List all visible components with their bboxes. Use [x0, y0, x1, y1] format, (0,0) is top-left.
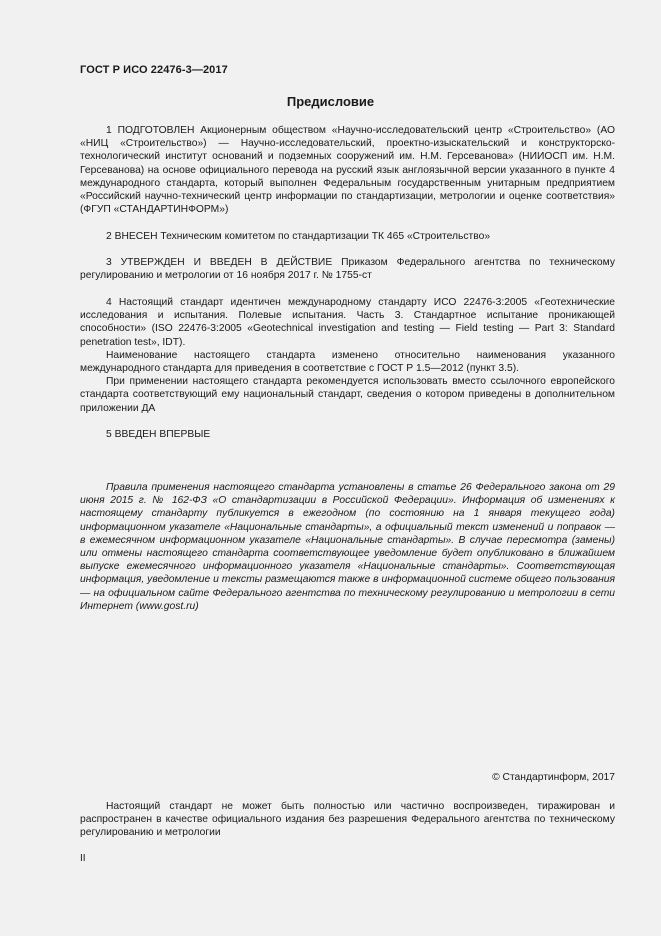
page-title: Предисловие	[286, 94, 375, 109]
application-rules-text: Правила применения настоящего стандарта установлены в статье 26 Федерального закона от 29 июня 2015 г. № 162-ФЗ «О стандартизации в Российской Федерации». Информация об изменениях к настоящему стандарту публикуется в ежегодном (по состоянию на 1 января текущего года) информационном указателе «Национальные стандарты», а официальный текст изменений и поправок — в ежемесячном информационном указателе «Национальные стандарты». В случае пересмотра (замены) или отмены настоящего стандарта соответствующее уведомление будет опубликовано в ближайшем выпуске ежемесячного информационного указателя «Национальные стандарты». Соответствующая информация, уведомление и тексты размещаются также в информационной системе общего пользования — на официальном сайте Федерального агентства по техническому регулированию и метрологии в сети Интернет (www.gost.ru)	[80, 482, 615, 612]
item-2	[80, 230, 615, 243]
page-number: II	[80, 853, 86, 864]
reproduction-notice	[80, 800, 615, 840]
item-4-reference-note: При применении настоящего стандарта рекомендуется использовать вместо ссылочного европейского стандарта соответствующий ему национальный стандарт, сведения о котором приведены в дополнительном приложении ДА	[80, 376, 615, 414]
item-4-text: 4 Настоящий стандарт идентичен международному стандарту ИСО 22476-3:2005 «Геотехнические исследования и испытания. Полевые испытания. Часть 3. Стандартное испытание проникающей способности» (ISO 22476-3:2005 «Geotechnical investigation and testing — Field testing — Part 3: Standard penetration test», IDT).	[80, 297, 615, 348]
application-rules-note	[80, 481, 615, 613]
document-header: ГОСТ Р ИСО 22476-3—2017	[80, 64, 228, 76]
item-1-text: 1 ПОДГОТОВЛЕН Акционерным обществом «Научно-исследовательский центр «Строительство» (АО «НИЦ «Строительство») — Научно-исследовательский, проектно-изыскательский и конструкторско-технологический институт оснований и подземных сооружений им. Н.М. Герсеванова» (НИИОСП им. Н.М. Герсеванова) на основе официального перевода на русский язык англоязычной версии указанного в пункте 4 международного стандарта, который выполнен Федеральным государственным унитарным предприятием «Российский научно-технический центр информации по стандартизации, метрологии и оценке соответствия» (ФГУП «СТАНДАРТИНФОРМ»)	[80, 125, 615, 216]
reproduction-notice-text: Настоящий стандарт не может быть полностью или частично воспроизведен, тиражирован и распространен в качестве официального издания без разрешения Федерального агентства по техническому регулированию и метрологии	[80, 801, 615, 839]
item-4-name-note: Наименование настоящего стандарта изменено относительно наименования указанного международного стандарта для приведения в соответствие с ГОСТ Р 1.5—2012 (пункт 3.5).	[80, 349, 615, 375]
item-2-text: 2 ВНЕСЕН Техническим комитетом по стандартизации ТК 465 «Строительство»	[106, 231, 491, 242]
item-3	[80, 256, 615, 282]
copyright: © Стандартинформ, 2017	[492, 772, 615, 783]
item-3-text: 3 УТВЕРЖДЕН И ВВЕДЕН В ДЕЙСТВИЕ Приказом Федерального агентства по техническому регулированию и метрологии от 16 ноября 2017 г. № 1755-ст	[80, 257, 615, 282]
item-4	[80, 296, 615, 415]
item-5	[80, 428, 615, 441]
item-5-text: 5 ВВЕДЕН ВПЕРВЫЕ	[106, 429, 211, 440]
item-1	[80, 124, 615, 216]
